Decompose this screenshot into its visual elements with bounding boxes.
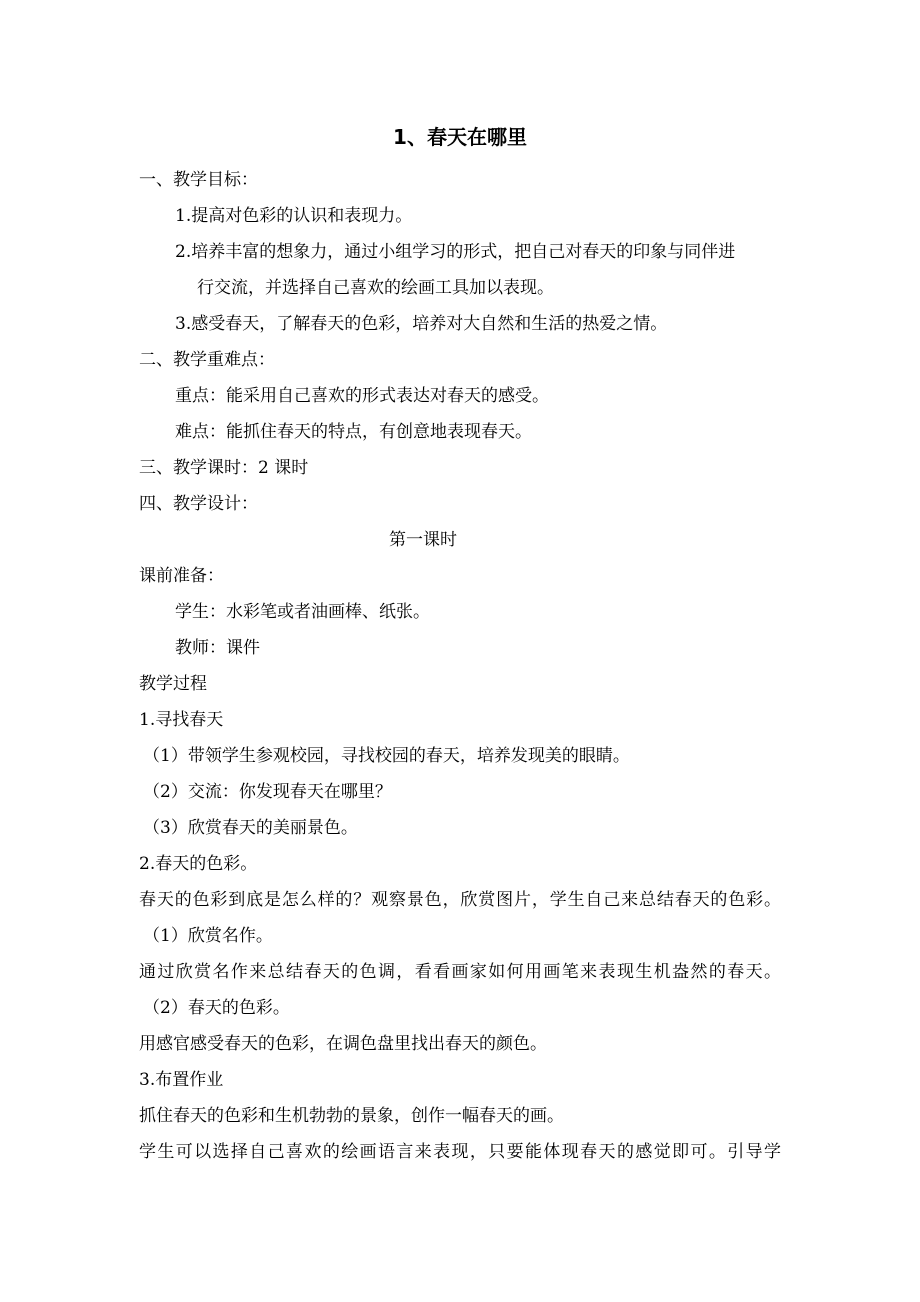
prep-students: 学生：水彩笔或者油画棒、纸张。	[175, 602, 430, 622]
step2-sub2-title: （2）春天的色彩。	[143, 998, 290, 1018]
objective-item-3: 3.感受春天，了解春天的色彩，培养对大自然和生活的热爱之情。	[175, 314, 668, 334]
step1-title: 1.寻找春天	[139, 710, 224, 730]
step3-text-1: 抓住春天的色彩和生机勃勃的景象，创作一幅春天的画。	[139, 1106, 564, 1126]
step2-sub1-title: （1）欣赏名作。	[143, 926, 273, 946]
key-point-difficulty: 难点：能抓住春天的特点，有创意地表现春天。	[175, 422, 532, 442]
objective-item-2: 2.培养丰富的想象力，通过小组学习的形式，把自己对春天的印象与同伴进	[175, 242, 736, 262]
step2-title: 2.春天的色彩。	[139, 854, 258, 874]
key-point-focus: 重点：能采用自己喜欢的形式表达对春天的感受。	[175, 386, 549, 406]
document-title: 1、春天在哪里	[393, 125, 527, 149]
prep-heading: 课前准备：	[139, 566, 224, 586]
step2-sub2-text: 用感官感受春天的色彩，在调色盘里找出春天的颜色。	[139, 1034, 547, 1054]
process-heading: 教学过程	[139, 674, 207, 694]
lesson-title: 第一课时	[389, 530, 457, 550]
objective-item-2-cont: 行交流，并选择自己喜欢的绘画工具加以表现。	[197, 278, 554, 298]
key-points-heading: 二、教学重难点：	[139, 350, 275, 370]
step3-title: 3.布置作业	[139, 1070, 224, 1090]
prep-teacher: 教师：课件	[175, 638, 260, 658]
hours-line: 三、教学课时：2 课时	[139, 458, 309, 478]
step3-text-2: 学生可以选择自己喜欢的绘画语言来表现，只要能体现春天的感觉即可。引导学	[139, 1142, 781, 1162]
step1-item-2: （2）交流：你发现春天在哪里？	[143, 782, 392, 802]
objectives-heading: 一、教学目标：	[139, 170, 258, 190]
design-heading: 四、教学设计：	[139, 494, 258, 514]
step2-intro: 春天的色彩到底是怎么样的？观察景色，欣赏图片，学生自己来总结春天的色彩。	[139, 890, 781, 910]
step1-item-1: （1）带领学生参观校园，寻找校园的春天，培养发现美的眼睛。	[143, 746, 630, 766]
step1-item-3: （3）欣赏春天的美丽景色。	[143, 818, 358, 838]
objective-item-1: 1.提高对色彩的认识和表现力。	[175, 206, 413, 226]
step2-sub1-text: 通过欣赏名作来总结春天的色调，看看画家如何用画笔来表现生机盎然的春天。	[139, 962, 781, 982]
